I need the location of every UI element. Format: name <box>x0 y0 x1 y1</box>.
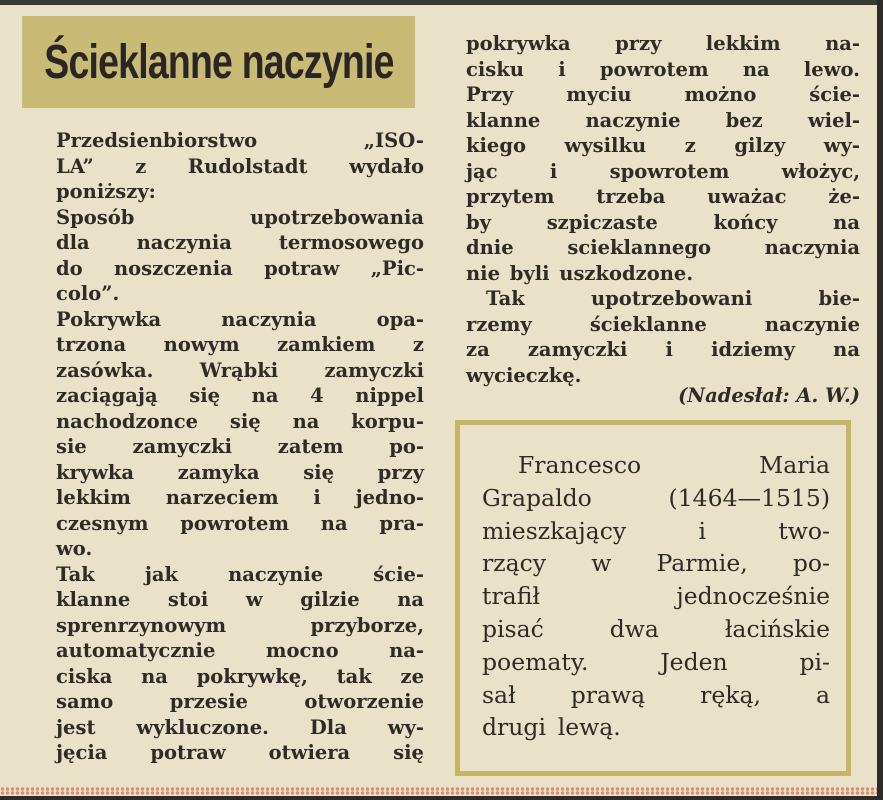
fact-box-text <box>482 449 830 744</box>
text-line: drugi lewą. <box>482 713 621 742</box>
text-line: wycieczkę. <box>466 363 582 387</box>
text-line: pokrywka przy lekkim na- <box>466 32 860 55</box>
right-border-rule <box>877 0 883 800</box>
text-line: samo przesie otworzenie <box>56 690 424 713</box>
text-line: lekkim narzeciem i jedno- <box>56 486 424 509</box>
text-line: przytem trzeba uważac że- <box>466 185 860 208</box>
text-line: sprenrzynowym przyborze, <box>56 613 424 637</box>
headline-band <box>22 16 415 108</box>
text-line: krywka zamyka się przy <box>56 460 424 484</box>
text-line: cisku i powrotem na lewo. <box>466 57 860 81</box>
text-line: jest wykluczone. Dla wy- <box>56 715 424 739</box>
text-line: Sposób upotrzebowania <box>56 205 424 229</box>
text-line: dnie scieklannego naczynia <box>466 236 860 259</box>
text-line: rzemy ścieklanne naczynie <box>466 312 860 336</box>
headline: Ścieklanne naczynie <box>43 35 394 89</box>
text-line: nie byli uszkodzone. <box>466 261 694 285</box>
text-line: rzący w Parmie, po- <box>482 549 830 578</box>
text-line: Tak jak naczynie ście- <box>56 562 424 586</box>
top-border-rule <box>0 0 883 5</box>
text-line: Grapaldo (1464—1515) <box>482 483 830 512</box>
text-line: sał prawą ręką, a <box>482 680 830 709</box>
text-line: zasówka. Wrąbki zamyczki <box>56 358 424 382</box>
text-line: pisać dwa łacińskie <box>482 614 830 643</box>
text-line: by szpiczaste końcy na <box>466 210 860 234</box>
text-line: sie zamyczki zatem po- <box>56 435 424 458</box>
text-line: Francesco Maria <box>518 451 830 479</box>
text-line: colo”. <box>56 282 120 305</box>
text-line: nachodzonce się na korpu- <box>56 409 424 433</box>
text-line: kiego wysilku z gilzy wy- <box>466 134 860 157</box>
text-line: ciska na pokrywkę, tak ze <box>56 664 424 688</box>
bottom-border-rule <box>0 796 883 800</box>
text-line: dla naczynia termosowego <box>56 231 424 254</box>
text-line: trzona nowym zamkiem z <box>56 333 424 356</box>
article-signature: (Nadesłał: A. W.) <box>678 384 860 407</box>
text-line: klanne stoi w gilzie na <box>56 588 424 611</box>
text-line: jąc i spowrotem włożyc, <box>466 159 860 183</box>
text-line: za zamyczki i idziemy na <box>466 338 860 361</box>
text-line: poematy. Jeden pi- <box>482 647 830 676</box>
decorative-dotted-rule <box>0 787 877 795</box>
text-line: do noszczenia potraw „Pic- <box>56 256 424 280</box>
text-line: Tak upotrzebowani bie- <box>486 287 860 310</box>
text-line: trafił jednocześnie <box>482 582 830 611</box>
text-line: czesnym powrotem na pra- <box>56 511 424 535</box>
text-line: Pokrywka naczynia opa- <box>56 307 424 331</box>
text-line: Przy myciu możno ście- <box>466 83 860 106</box>
article-left-column <box>56 128 424 766</box>
text-line: wo. <box>56 537 93 560</box>
article-right-column <box>466 31 860 388</box>
text-line: Przedsienbiorstwo „ISO- <box>56 129 424 152</box>
text-line: LA” z Rudolstadt wydało <box>56 154 424 178</box>
text-line: jęcia potraw otwiera się <box>56 741 424 764</box>
text-line: automatycznie mocno na- <box>56 639 424 662</box>
text-line: zaciągają się na 4 nippel <box>56 384 424 407</box>
text-line: klanne naczynie bez wiel- <box>466 108 860 132</box>
text-line: mieszkający i two- <box>482 516 830 545</box>
text-line: poniższy: <box>56 180 156 203</box>
